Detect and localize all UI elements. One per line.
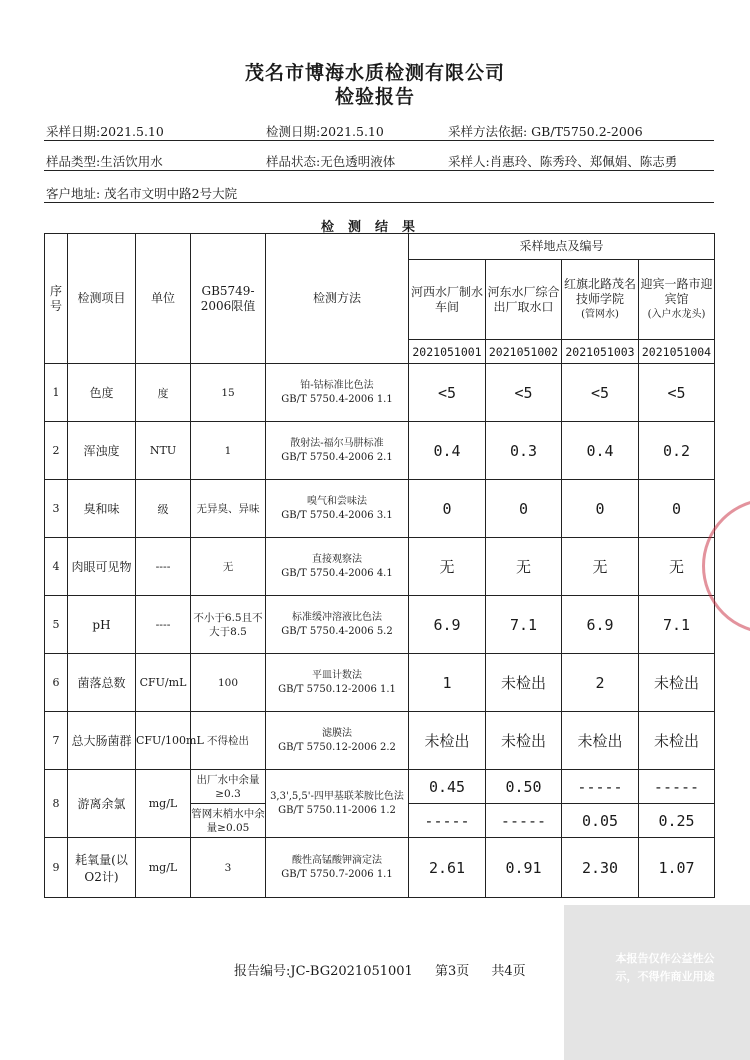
row-value: 0.4 — [409, 422, 486, 480]
row-unit: 级 — [136, 480, 191, 538]
row-value: ----- — [409, 804, 486, 838]
row-seq: 6 — [45, 654, 68, 712]
row-value: 无 — [409, 538, 486, 596]
header-seq: 序号 — [45, 234, 68, 364]
row-method: 3,3',5,5'-四甲基联苯胺比色法 GB/T 5750.11-2006 1.2 — [266, 770, 409, 838]
row-limit: 出厂水中余量≥0.3 — [191, 770, 266, 804]
row-method: 直接观察法 GB/T 5750.4-2006 4.1 — [266, 538, 409, 596]
row-unit: CFU/100mL — [136, 712, 191, 770]
sample-code-1: 2021051001 — [409, 340, 486, 364]
row-value: 未检出 — [562, 712, 639, 770]
row-value: 0 — [486, 480, 562, 538]
row-value: <5 — [409, 364, 486, 422]
table-row — [45, 364, 715, 422]
row-value: <5 — [486, 364, 562, 422]
row-value: ----- — [562, 770, 639, 804]
row-value: 0 — [409, 480, 486, 538]
row-value: 无 — [639, 538, 715, 596]
row-value: 6.9 — [409, 596, 486, 654]
header-item: 检测项目 — [68, 234, 136, 364]
row-value: 0.4 — [562, 422, 639, 480]
sampling-date: 采样日期:2021.5.10 — [46, 124, 164, 139]
row-limit: 无异臭、异味 — [191, 480, 266, 538]
footer — [234, 960, 544, 979]
row-seq: 1 — [45, 364, 68, 422]
total-pages: 共4页 — [491, 964, 526, 979]
row-value: 未检出 — [486, 712, 562, 770]
row-value: 未检出 — [639, 654, 715, 712]
row-value: 7.1 — [486, 596, 562, 654]
row-value: 6.9 — [562, 596, 639, 654]
info-row-address — [44, 180, 714, 203]
client-address: 客户地址: 茂名市文明中路2号大院 — [46, 186, 238, 201]
row-value: <5 — [639, 364, 715, 422]
row-value: 未检出 — [486, 654, 562, 712]
row-value: 0.45 — [409, 770, 486, 804]
row-value: 0.3 — [486, 422, 562, 480]
row-seq: 9 — [45, 838, 68, 898]
header-limit: GB5749-2006限值 — [191, 234, 266, 364]
row-unit: 度 — [136, 364, 191, 422]
row-value: ----- — [486, 804, 562, 838]
report-number: 报告编号:JC-BG2021051001 — [234, 964, 413, 979]
row-seq: 7 — [45, 712, 68, 770]
row-item: 色度 — [68, 364, 136, 422]
header-unit: 单位 — [136, 234, 191, 364]
row-item: pH — [68, 596, 136, 654]
row-value: 0.25 — [639, 804, 715, 838]
samplers: 采样人:肖惠玲、陈秀玲、郑佩娟、陈志勇 — [448, 154, 678, 169]
row-seq: 8 — [45, 770, 68, 838]
row-value: 0.05 — [562, 804, 639, 838]
location-1: 河西水厂制水车间 — [409, 260, 486, 340]
location-2: 河东水厂综合出厂取水口 — [486, 260, 562, 340]
row-value: 0.91 — [486, 838, 562, 898]
table-row — [45, 422, 715, 480]
page-number: 第3页 — [434, 964, 470, 979]
info-row-dates — [44, 118, 714, 141]
company-name: 茂名市博海水质检测有限公司 — [244, 62, 505, 84]
row-value: 7.1 — [639, 596, 715, 654]
row-value: 0 — [562, 480, 639, 538]
row-unit: ---- — [136, 596, 191, 654]
row-limit: 不得检出 — [191, 712, 266, 770]
row-item: 臭和味 — [68, 480, 136, 538]
row-value: 1 — [409, 654, 486, 712]
row-value: 无 — [562, 538, 639, 596]
row-unit: ---- — [136, 538, 191, 596]
row-value: 未检出 — [409, 712, 486, 770]
row-value: 无 — [486, 538, 562, 596]
row-method: 散射法-福尔马肼标准 GB/T 5750.4-2006 2.1 — [266, 422, 409, 480]
sample-state: 样品状态:无色透明液体 — [266, 154, 396, 169]
row-seq: 4 — [45, 538, 68, 596]
location-4: 迎宾一路市迎宾馆 (入户水龙头) — [639, 260, 715, 340]
row-value: 1.07 — [639, 838, 715, 898]
row-value: ----- — [639, 770, 715, 804]
row-item: 耗氧量(以O2计) — [68, 838, 136, 898]
row-value: <5 — [562, 364, 639, 422]
row-method: 标准缓冲溶液比色法 GB/T 5750.4-2006 5.2 — [266, 596, 409, 654]
report-title: 检验报告 — [334, 86, 415, 108]
table-row — [45, 838, 715, 898]
results-table — [44, 233, 715, 898]
sample-code-4: 2021051004 — [639, 340, 715, 364]
info-row-sample — [44, 148, 714, 171]
row-unit: mg/L — [136, 838, 191, 898]
row-item: 肉眼可见物 — [68, 538, 136, 596]
row-method: 嗅气和尝味法 GB/T 5750.4-2006 3.1 — [266, 480, 409, 538]
row-method: 酸性高锰酸钾滴定法 GB/T 5750.7-2006 1.1 — [266, 838, 409, 898]
row-limit: 3 — [191, 838, 266, 898]
row-limit: 100 — [191, 654, 266, 712]
row-value: 0.50 — [486, 770, 562, 804]
row-unit: mg/L — [136, 770, 191, 838]
sampling-method: 采样方法依据: GB/T5750.2-2006 — [448, 124, 643, 139]
row-unit: NTU — [136, 422, 191, 480]
header-method: 检测方法 — [266, 234, 409, 364]
row-method: 滤膜法 GB/T 5750.12-2006 2.2 — [266, 712, 409, 770]
section-title: 检测结果 — [320, 220, 429, 235]
row-method: 平皿计数法 GB/T 5750.12-2006 1.1 — [266, 654, 409, 712]
row-value: 2 — [562, 654, 639, 712]
row-seq: 5 — [45, 596, 68, 654]
table-row — [45, 712, 715, 770]
row-value: 0.2 — [639, 422, 715, 480]
sample-code-3: 2021051003 — [562, 340, 639, 364]
table-row — [45, 480, 715, 538]
row-seq: 2 — [45, 422, 68, 480]
row-limit: 管网末梢水中余量≥0.05 — [191, 804, 266, 838]
sample-type: 样品类型:生活饮用水 — [46, 154, 163, 169]
test-date: 检测日期:2021.5.10 — [266, 124, 384, 139]
row-value: 2.61 — [409, 838, 486, 898]
row-unit: CFU/mL — [136, 654, 191, 712]
row-limit: 不小于6.5且不大于8.5 — [191, 596, 266, 654]
row-value: 0 — [639, 480, 715, 538]
table-row — [45, 538, 715, 596]
row-item: 总大肠菌群 — [68, 712, 136, 770]
row-item: 游离余氯 — [68, 770, 136, 838]
table-row — [45, 596, 715, 654]
header-locations: 采样地点及编号 — [409, 234, 715, 260]
row-limit: 1 — [191, 422, 266, 480]
table-row — [45, 770, 715, 804]
row-item: 菌落总数 — [68, 654, 136, 712]
row-limit: 无 — [191, 538, 266, 596]
location-3: 红旗北路茂名技师学院 (管网水) — [562, 260, 639, 340]
row-limit: 15 — [191, 364, 266, 422]
row-item: 浑浊度 — [68, 422, 136, 480]
row-value: 2.30 — [562, 838, 639, 898]
row-seq: 3 — [45, 480, 68, 538]
row-method: 铂-钴标准比色法 GB/T 5750.4-2006 1.1 — [266, 364, 409, 422]
table-row — [45, 654, 715, 712]
watermark-text: 本报告仅作公益性公 示，不得作商业用途 — [615, 952, 715, 983]
row-value: 未检出 — [639, 712, 715, 770]
sample-code-2: 2021051002 — [486, 340, 562, 364]
